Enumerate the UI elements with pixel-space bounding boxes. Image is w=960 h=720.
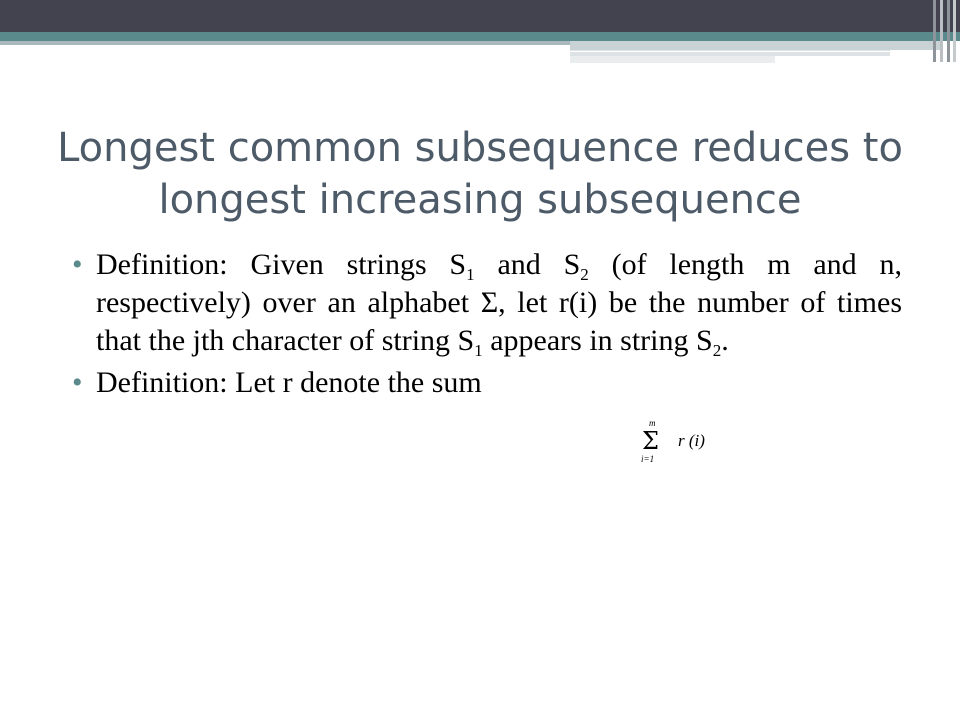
bullet-dot-icon: • bbox=[72, 248, 83, 281]
bullet-text: Definition: Given strings S bbox=[96, 248, 467, 281]
bullet-item bbox=[72, 364, 902, 402]
header-band bbox=[0, 0, 960, 32]
bullet-text: appears in string S bbox=[482, 324, 713, 357]
bullet-text: Definition: Let r denote the sum bbox=[96, 366, 482, 399]
bullet-list bbox=[72, 246, 902, 402]
header-shadow bbox=[0, 41, 570, 45]
header-vertical-bar bbox=[947, 0, 950, 62]
sum-upper-limit: m bbox=[649, 420, 656, 428]
bullet-text: and S bbox=[474, 248, 581, 281]
header-accent-stripe bbox=[0, 32, 960, 41]
header-vertical-bar bbox=[953, 0, 956, 62]
header-vertical-bar bbox=[940, 0, 943, 62]
subscript: 2 bbox=[712, 341, 722, 360]
sigma-icon: Σ bbox=[642, 427, 659, 455]
sum-term: r (i) bbox=[678, 431, 705, 450]
header-step bbox=[570, 41, 940, 50]
slide-title: Longest common subsequence reduces to longest increasing subsequence bbox=[57, 125, 903, 223]
header-vertical-bar bbox=[933, 0, 936, 62]
bullet-text: . bbox=[721, 324, 729, 357]
bullet-dot-icon: • bbox=[72, 366, 83, 399]
subscript: 1 bbox=[474, 341, 483, 360]
bullet-text: (of length m and n, respectively) over an alphabet Σ, let r(i) be the number of times that the jth character of string S bbox=[96, 248, 903, 357]
header-divider bbox=[565, 51, 890, 52]
subscript: 2 bbox=[580, 265, 589, 284]
sum-lower-limit: i=1 bbox=[641, 454, 655, 464]
bullet-item bbox=[72, 246, 902, 360]
subscript: 1 bbox=[466, 265, 475, 284]
summation-formula bbox=[640, 420, 726, 468]
header-step bbox=[570, 56, 775, 63]
